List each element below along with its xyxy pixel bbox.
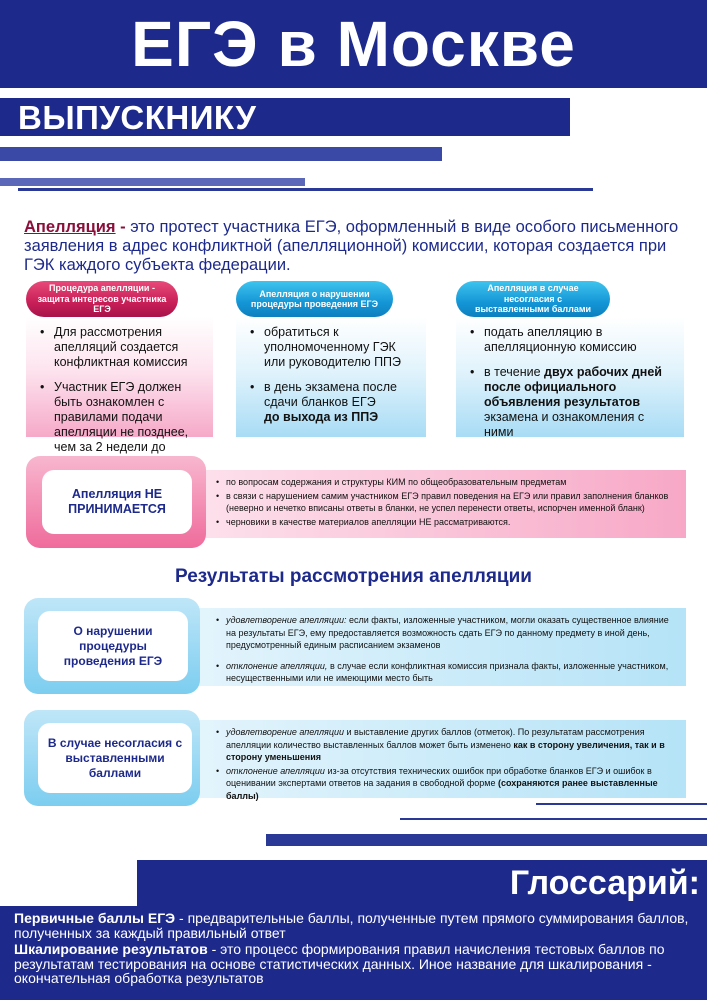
list-item: • в течение двух рабочих дней после официального объявления результатов экзамена и ознакомления с ними [470, 365, 674, 440]
appeal-term: Апелляция [24, 218, 116, 236]
list-item: • Участник ЕГЭ должен быть ознакомлен с правилами подачи апелляции не позднее, чем за 2 недели до [40, 380, 203, 470]
list-item: • Для рассмотрения апелляций создается конфликтная комиссия [40, 325, 203, 370]
glossary-definition: - предварительные баллы, полученные путем прямого суммирования баллов, полученных за каждый правильный ответ [14, 910, 689, 941]
column-procedure [26, 317, 213, 454]
column-violation [236, 317, 426, 437]
glossary-definition: - это процесс формирования правил начисления тестовых баллов по результатам тестирования на основе статистических данных. Иное название для шкалирования - окончательная обработка результатов [14, 941, 665, 986]
appeal-definition-text: это протест участника ЕГЭ, оформленный в виде особого письменного заявления в адрес конфликтной (апелляционной) комиссии, которая создается при ГЭК каждого субъекта федерации. [24, 218, 679, 274]
page-subtitle: ВЫПУСКНИКУ [18, 99, 257, 136]
column-pill-violation: Апелляция о нарушении процедуры проведения ЕГЭ [236, 281, 393, 317]
list-item: • отклонение апелляции из-за отсутствия технических ошибок при обработке бланков ЕГЭ и ошибок в оценивании экспертами ответов на задания в свободной форме (сохраняются ранее выставленные баллы) [214, 765, 676, 803]
results-label-disagreement: В случае несогласия с выставленными баллами [38, 723, 192, 793]
list-item: • в день экзамена после сдачи бланков ЕГЭ до выхода из ППЭ [250, 380, 416, 425]
list-item: • обратиться к уполномоченному ГЭК или руководителю ППЭ [250, 325, 416, 370]
glossary-term: Первичные баллы ЕГЭ [14, 910, 176, 926]
column-pill-procedure: Процедура апелляции - защита интересов участника ЕГЭ [26, 281, 178, 317]
results-title: Результаты рассмотрения апелляции [175, 566, 532, 587]
decor-stripe [0, 178, 305, 186]
decor-stripe [0, 147, 442, 161]
results-label-procedure: О нарушении процедуры проведения ЕГЭ [38, 611, 188, 681]
glossary-title: Глоссарий: [509, 864, 700, 902]
not-accepted-label: Апелляция НЕ ПРИНИМАЕТСЯ [42, 470, 192, 534]
list-item: • подать апелляцию в апелляционную комиссию [470, 325, 674, 355]
results-panel-procedure [196, 608, 686, 686]
list-item: • удовлетворение апелляции: если факты, изложенные участником, могли оказать существенное влияние на результаты ЕГЭ, ему предоставляется возможность сдать ЕГЭ по данному предмету в иной день, предусмотренный единым расписанием экзаменов [214, 614, 676, 652]
column-pill-disagreement: Апелляция в случае несогласия с выставленными баллами [456, 281, 610, 317]
column-disagreement [456, 317, 684, 437]
list-item: • в связи с нарушением самим участником ЕГЭ правил поведения на ЕГЭ или правил заполнения бланков (неверно и нечетко вписаны ответы в бланки, не успел перенести ответы, испорчен именной бланк) [214, 490, 676, 515]
list-item: • черновики в качестве материалов апелляции НЕ рассматриваются. [214, 516, 676, 529]
list-item: • удовлетворение апелляции и выставление других баллов (отметок). По результатам рассмотрения апелляции количество выставленных баллов может быть изменено как в сторону увеличения, так и в сторону уменьшения [214, 726, 676, 764]
glossary-text [14, 911, 700, 988]
decor-stripe [266, 834, 707, 846]
not-accepted-panel [196, 470, 686, 538]
glossary-term: Шкалирование результатов [14, 941, 208, 957]
list-item: • отклонение апелляции, в случае если конфликтная комиссия признала факты, изложенные участником, несущественными или не имеющими место быть [214, 660, 676, 685]
appeal-definition: Апелляция - это протест участника ЕГЭ, оформленный в виде особого письменного заявления в адрес конфликтной (апелляционной) комиссии, которая создается при ГЭК каждого субъекта федерации. [24, 218, 679, 274]
decor-line [400, 818, 707, 820]
list-item: • по вопросам содержания и структуры КИМ по общеобразовательным предметам [214, 476, 676, 489]
decor-line [536, 803, 707, 805]
decor-line [18, 188, 593, 191]
page-title: ЕГЭ в Москве [131, 8, 576, 80]
results-panel-disagreement [196, 720, 686, 801]
